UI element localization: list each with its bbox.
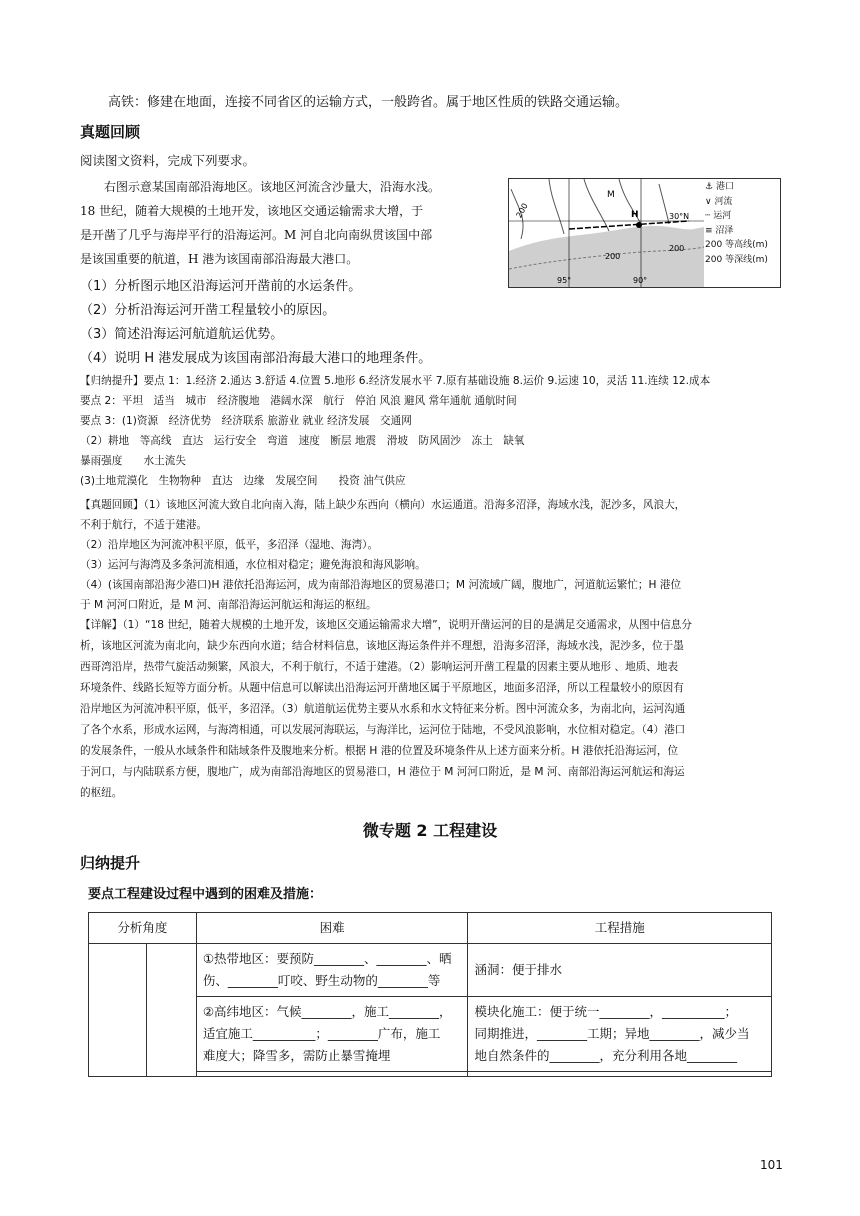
summary-line: 要点 3：(1)资源 经济优势 经济联系 旅游业 就业 经济发展 交通网 — [80, 415, 412, 427]
question-item: （3）简述沿海运河航道航运优势。 — [80, 327, 284, 342]
question-item: （2）分析沿海运河开凿工程量较小的原因。 — [80, 303, 336, 318]
summary-line: （2）耕地 等高线 直达 运行安全 弯道 速度 断层 地震 滑坡 防风固沙 冻土 缺氧 — [80, 435, 525, 447]
answer-line: （3）运河与海湾及多条河流相通，水位相对稳定；避免海浪和海风影响。 — [80, 559, 426, 571]
table-caption: 要点工程建设过程中遇到的困难及措施： — [88, 887, 323, 902]
measure-cell: 模块化施工：便于统一________，__________； 同期推进，________工期；异地________，减少当 地自然条件的________，充分利用各地________ — [468, 997, 772, 1072]
header-measure: 工程措施 — [468, 913, 772, 944]
label-lon2: 90° — [633, 276, 648, 285]
answer-line: 于 M 河河口附近，是 M 河、南部沿海运河航运和海运的枢纽。 — [80, 599, 377, 611]
river-line — [549, 179, 564, 234]
label-200a: 200 — [514, 201, 530, 220]
legend-port: ⚓ 港口 — [705, 182, 734, 192]
table-row — [89, 944, 772, 997]
angle-cell — [89, 944, 147, 1077]
question-list — [80, 275, 500, 371]
header-angle: 分析角度 — [89, 913, 197, 944]
table-header-row — [89, 913, 772, 944]
legend-swamp: ≡ 沼泽 — [705, 225, 734, 236]
label-200b: 200 — [605, 252, 621, 261]
summary-block — [80, 371, 780, 491]
detail-line: 于河口，与内陆联系方便，腹地广，成为南部沿海地区的贸易港口，H 港位于 M 河河口附近，是 M 河、南部沿海运河航运和海运 — [80, 766, 685, 778]
detail-line: 环境条件、线路长短等方面分析。从题中信息可以解读出沿海运河开凿地区属于平原地区，地面多沼泽，所以工程量较小的原因有 — [80, 682, 684, 694]
page-number: 101 — [760, 1158, 783, 1172]
material-line: 是该国重要的航道，H 港为该国南部沿海最大港口。 — [80, 252, 359, 266]
header-difficulty: 困难 — [196, 913, 468, 944]
answer-line: （2）沿岸地区为河流冲积平原，低平，多沼泽（湿地、海湾）。 — [80, 539, 379, 551]
detail-line: 【详解】（1）“18 世纪，随着大规模的土地开发，该地区交通运输需求大增”，说明开凿运河的目的是满足交通需求，从图中信息分 — [80, 619, 692, 631]
port-h-marker — [636, 222, 642, 228]
label-200c: 200 — [669, 244, 685, 253]
detail-line: 沿岸地区为河流冲积平原，低平，多沼泽。（3）航道航运优势主要从水系和水文特征来分析。图中河流众多，为南北向，运河沟通 — [80, 703, 686, 715]
section-heading-summary: 归纳提升 — [80, 854, 141, 872]
rail-note: 高铁：修建在地面，连接不同省区的运输方式，一般跨省。属于地区性质的铁路交通运输。 — [108, 95, 629, 110]
topic-title: 微专题 2 工程建设 — [362, 821, 498, 840]
difficulty-cell: ②高纬地区：气候________，施工________， 适宜施工__________；________广布，施工 难度大；降雪多，需防止暴雪掩埋 — [196, 997, 468, 1072]
summary-line: (3)土地荒漠化 生物物种 直达 边缘 发展空间 投资 油气供应 — [80, 475, 406, 487]
summary-line: 暴雨强度 水土流失 — [80, 455, 186, 467]
section-heading-review: 真题回顾 — [80, 123, 141, 141]
difficulty-cell: ①热带地区：要预防________、________、晒 伤、________叮咬、野生动物的________等 — [196, 944, 468, 997]
angle-subcell — [146, 944, 196, 1077]
question-item: （4）说明 H 港发展成为该国南部沿海最大港口的地理条件。 — [80, 351, 432, 366]
label-h: H — [631, 210, 639, 220]
detail-line: 析，该地区河流为南北向，缺少东西向水道；结合材料信息，该地区海运条件并不理想，沿海多沼泽，海域水浅，泥沙多，位于墨 — [80, 640, 684, 652]
material-paragraph — [104, 175, 504, 199]
label-lat: 30°N — [669, 212, 690, 221]
material-line: 是开凿了几乎与海岸平行的沿海运河。M 河自北向南纵贯该国中部 — [80, 228, 433, 242]
legend-river: ∨ 河流 — [705, 196, 733, 207]
detail-line: 了各个水系，形成水运网，与海湾相通，可以发展河海联运，与海洋比，运河位于陆地，不受风浪影响，水位相对稳定。（4）港口 — [80, 724, 686, 736]
detail-block — [80, 615, 780, 804]
measure-cell: 涵洞：便于排水 — [468, 944, 772, 997]
legend-depth: 200 等深线(m) — [705, 254, 768, 265]
summary-line: 【归纳提升】要点 1：1.经济 2.通达 3.舒适 4.位置 5.地形 6.经济发展水平 7.原有基础设施 8.运价 9.运速 10，灵活 11.连续 12.成本 — [80, 375, 711, 387]
answer-line: 不利于航行，不适于建港。 — [80, 519, 208, 531]
legend-canal: ┄ 运河 — [705, 211, 732, 221]
answer-line: （4）(该国南部沿海少港口)H 港依托沿海运河，成为南部沿海地区的贸易港口；M 河流域广阔，腹地广，河道航运繁忙；H 港位 — [80, 579, 682, 591]
detail-line: 的发展条件，一般从水域条件和陆域条件及腹地来分析。根据 H 港的位置及环境条件从上述方面来分析。H 港依托沿海运河，位 — [80, 745, 679, 757]
detail-line: 西哥湾沿岸，热带气旋活动频繁，风浪大，不利于航行，不适于建港。（2）影响运河开凿工程量的因素主要从地形 、地质、地表 — [80, 661, 679, 673]
answer-line: 【真题回顾】（1）该地区河流大致自北向南入海，陆上缺少东西向（横向）水运通道。沿海多沼泽，海域水浅，泥沙多，风浪大， — [80, 499, 686, 511]
map-legend — [705, 180, 785, 267]
river-line — [659, 184, 669, 224]
answer-block — [80, 495, 780, 615]
summary-line: 要点 2：平坦 适当 城市 经济腹地 港阔水深 航行 停泊 风浪 避风 常年通航 通航时间 — [80, 395, 517, 407]
river-line — [584, 179, 609, 231]
label-lon1: 95° — [557, 276, 572, 285]
label-m: M — [607, 190, 615, 200]
detail-line: 的枢纽。 — [80, 787, 123, 799]
intro-text: 阅读图文资料，完成下列要求。 — [80, 153, 256, 168]
legend-contour: 200 等高线(m) — [705, 240, 768, 250]
question-item: （1）分析图示地区沿海运河开凿前的水运条件。 — [80, 279, 362, 294]
material-line: 18 世纪，随着大规模的土地开发，该地区交通运输需求大增，于 — [80, 204, 424, 218]
material-paragraph-rest — [80, 199, 500, 271]
engineering-table — [88, 912, 772, 1077]
material-line: 右图示意某国南部沿海地区。该地区河流含沙量大，沿海水浅。 — [104, 180, 441, 194]
